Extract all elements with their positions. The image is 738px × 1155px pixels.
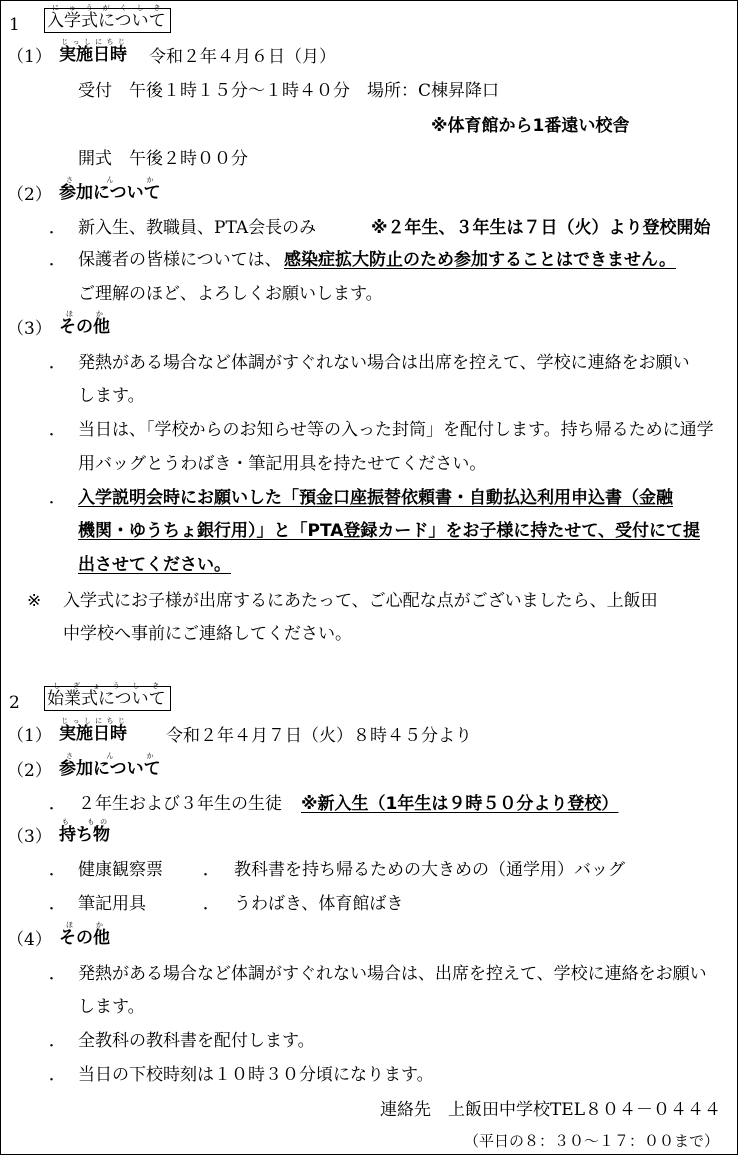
s1-item1-head: （1）: [7, 47, 52, 67]
s1-opening: 開式 午後２時００分: [78, 149, 248, 169]
s1-reception: 受付 午後１時１５分～１時４０分 場所：C棟昇降口: [78, 81, 500, 101]
bullet-icon: ・: [45, 258, 59, 273]
s1-other-1-line2: します。: [78, 386, 145, 406]
s1-note-line2: 中学校へ事前にご連絡してください。: [63, 624, 352, 644]
bullet-icon: ・: [45, 802, 59, 817]
bullet-icon: ・: [45, 972, 59, 987]
contact-hours: （平日の８：３０～１７：００まで）: [463, 1132, 719, 1150]
s2-item3-label: 持ち物も もの: [59, 818, 110, 845]
s2-item2-label: 参加についてさんか: [59, 752, 161, 779]
s2-item1-value: 令和２年４月７日（火）８時４５分より: [166, 726, 472, 746]
s2-item1-label: 実施日時じっしにちじ: [59, 717, 127, 744]
bullet-icon: ・: [45, 1039, 59, 1054]
s1-item2-head: （2）: [7, 185, 52, 205]
bullet-icon: ・: [45, 226, 59, 241]
s2-item4-label: その他ほか: [59, 921, 110, 948]
s1-participants-note: ※２年生、３年生は７日（火）より登校開始: [371, 218, 711, 238]
s2-item-health-card: 健康観察票: [78, 860, 163, 880]
section-2-number: 2: [9, 693, 20, 713]
s2-item-bag: 教科書を持ち帰るための大きめの（通学用）バッグ: [234, 860, 625, 880]
bullet-icon: ・: [45, 1073, 59, 1088]
s1-item2-label: 参加についてさんか: [59, 176, 161, 203]
bullet-icon: ・: [199, 868, 213, 883]
s2-item-stationery: 筆記用具: [78, 894, 146, 914]
s1-reception-note: ※体育館から1番遠い校舎: [431, 116, 630, 136]
section-1-title: 入学式についてにゅうがくしき: [44, 4, 171, 30]
s1-other-3-line3: 出させてください。: [78, 555, 231, 575]
s2-item2-head: （2）: [7, 761, 52, 781]
s1-item1-date: 令和２年４月６日（月）: [149, 47, 336, 67]
s2-item-shoes: うわばき、体育館ばき: [234, 894, 404, 914]
s2-participants: ２年生および３年生の生徒: [78, 794, 282, 814]
s1-item1-label: 実施日時じっしにちじ: [59, 38, 127, 65]
bullet-icon: ・: [45, 902, 59, 917]
s2-other-1-line2: します。: [78, 997, 145, 1017]
s1-other-2-line2: 用バッグとうわばき・筆記用具を持たせてください。: [78, 454, 487, 474]
s2-item1-head: （1）: [7, 726, 52, 746]
s1-guardians-notice: 感染症拡大防止のため参加することはできません。: [284, 250, 677, 270]
s1-other-1-line1: 発熱がある場合など体調がすぐれない場合は出席を控えて、学校に連絡をお願い: [78, 353, 690, 373]
s2-participants-note: ※新入生（1年生は９時５０分より登校）: [301, 794, 619, 814]
s2-other-2: 全教科の教科書を配付します。: [78, 1031, 315, 1051]
s2-other-3: 当日の下校時刻は１０時３０分頃になります。: [78, 1065, 434, 1085]
bullet-icon: ・: [45, 496, 59, 511]
s2-other-1-line1: 発熱がある場合など体調がすぐれない場合は、出席を控えて、学校に連絡をお願い: [78, 964, 707, 984]
s1-guardians: 保護者の皆様については、: [78, 250, 282, 270]
s1-understanding: ご理解のほど、よろしくお願いします。: [78, 284, 383, 304]
section-2-title: 始業式についてしぎょうしき: [44, 682, 171, 708]
bullet-icon: ・: [45, 868, 59, 883]
s1-other-3-line1: 入学説明会時にお願いした「預金口座振替依頼書・自動払込利用申込書（金融: [78, 488, 673, 508]
s1-item3-label: その他ほか: [59, 310, 110, 337]
s1-item3-head: （3）: [7, 319, 52, 339]
bullet-icon: ・: [45, 428, 59, 443]
s1-other-3-line2: 機関・ゆうちょ銀行用）」と「PTA登録カード」をお子様に持たせて、受付にて提: [78, 521, 701, 541]
s1-other-2-line1: 当日は、「学校からのお知らせ等の入った封筒」を配付します。持ち帰るために通学: [78, 420, 714, 440]
s2-item3-head: （3）: [7, 827, 52, 847]
contact-info: 連絡先 上飯田中学校TEL８０４－０４４４: [379, 1100, 721, 1120]
section-1-number: 1: [9, 15, 20, 35]
bullet-icon: ・: [199, 902, 213, 917]
bullet-icon: ・: [45, 361, 59, 376]
s2-item4-head: （4）: [7, 930, 52, 950]
s1-note-mark: ※: [27, 591, 42, 611]
s1-note-line1: 入学式にお子様が出席するにあたって、ご心配な点がございましたら、上飯田: [63, 591, 658, 611]
s1-participants: 新入生、教職員、PTA会長のみ: [78, 218, 317, 238]
